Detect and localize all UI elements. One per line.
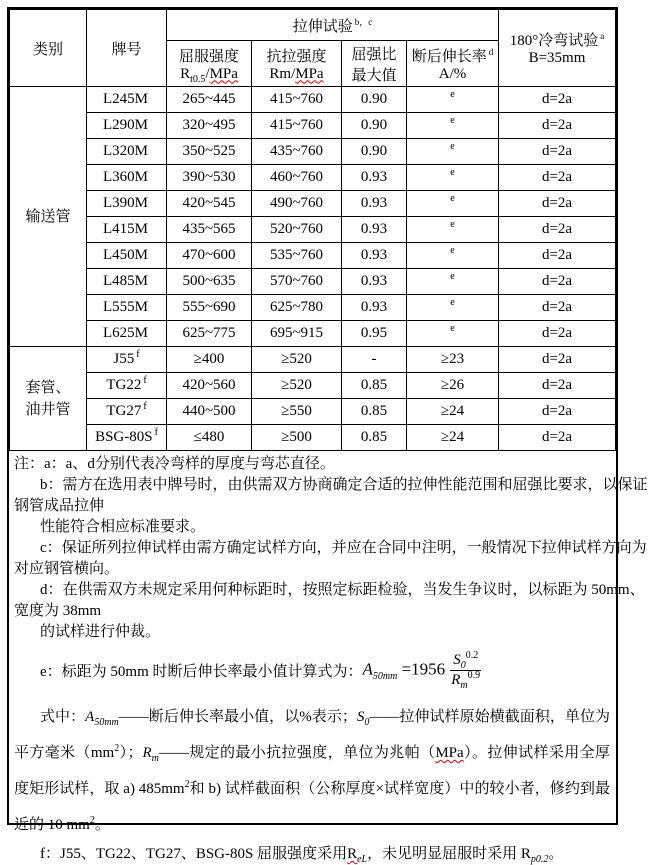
elongation-symbol: A/% bbox=[438, 65, 467, 82]
note-e-formula-line bbox=[14, 645, 610, 695]
elongation-cell bbox=[407, 139, 499, 165]
document-border-box bbox=[7, 7, 648, 865]
rel-symbol: $R_{eL}$ bbox=[347, 846, 368, 865]
tensile-strength-cell: 490~760 bbox=[252, 191, 342, 217]
elongation-cell bbox=[407, 373, 499, 399]
note-d-line1: d：在供需双方未规定采用何种标距时，按照定标距检验，当发生争议时，以标距为 50mm、 bbox=[40, 582, 645, 598]
formula-denominator: $R_m^{0.9}$ bbox=[451, 669, 481, 691]
yield-ratio-cell: 0.85 bbox=[342, 425, 407, 451]
yield-ratio-cell: 0.93 bbox=[342, 165, 407, 191]
note-a: 注：a：a、d分别代表冷弯样的厚度与弯芯直径。 bbox=[14, 456, 335, 472]
tensile-strength-cell: 415~760 bbox=[252, 113, 342, 139]
table-row bbox=[10, 399, 616, 425]
formula-equals: =1956 bbox=[401, 658, 446, 678]
grade-cell bbox=[87, 113, 167, 139]
formula-lhs-subscript: 50mm bbox=[372, 670, 398, 682]
yield-strength-cell: 420~545 bbox=[167, 191, 252, 217]
table-row bbox=[10, 347, 616, 373]
tensile-strength-cell: 535~760 bbox=[252, 243, 342, 269]
header-elongation bbox=[407, 41, 499, 87]
yield-strength-cell: 440~500 bbox=[167, 399, 252, 425]
elongation-note-superscript: e bbox=[450, 271, 455, 282]
yield-strength-cell: ≥400 bbox=[167, 347, 252, 373]
yield-strength-cell: 420~560 bbox=[167, 373, 252, 399]
yield-strength-cell: 350~525 bbox=[167, 139, 252, 165]
tensile-strength-cell: ≥520 bbox=[252, 347, 342, 373]
tensile-strength-label: 抗拉强度 bbox=[266, 48, 327, 65]
bend-test-cell: d=2a bbox=[499, 321, 616, 347]
legend-symbol-S0: S bbox=[356, 709, 365, 725]
elongation-note-superscript: e bbox=[450, 219, 455, 230]
note-b-line2: 钢管成品拉伸 bbox=[14, 498, 105, 514]
legend-symbol-A50mm: A bbox=[85, 709, 95, 725]
tensile-unit: MPa bbox=[295, 65, 324, 82]
table-row bbox=[10, 165, 616, 191]
note-b-line3: 性能符合相应标准要求。 bbox=[40, 519, 206, 535]
tensile-strength-cell: 460~760 bbox=[252, 165, 342, 191]
grade-cell bbox=[87, 321, 167, 347]
elongation-note-superscript: e bbox=[450, 141, 455, 152]
elongation-cell bbox=[407, 321, 499, 347]
yield-strength-cell: 390~530 bbox=[167, 165, 252, 191]
grade-superscript: f bbox=[154, 427, 158, 438]
tensile-strength-cell: 625~780 bbox=[252, 295, 342, 321]
yield-ratio-cell: 0.90 bbox=[342, 139, 407, 165]
elongation-cell bbox=[407, 217, 499, 243]
bend-test-superscript: a bbox=[600, 31, 605, 41]
grade-cell bbox=[87, 217, 167, 243]
grade-superscript: f bbox=[136, 349, 140, 360]
elongation-cell bbox=[407, 269, 499, 295]
elongation-cell bbox=[407, 295, 499, 321]
yield-ratio-cell: 0.93 bbox=[342, 191, 407, 217]
yield-symbol-subscript: t0.5 bbox=[190, 73, 206, 85]
grade-cell bbox=[87, 191, 167, 217]
yield-ratio-cell: 0.93 bbox=[342, 295, 407, 321]
table-row bbox=[10, 191, 616, 217]
note-b-line1: b：需方在选用表中牌号时，由供需双方协商确定合适的拉伸性能范围和屈强比要求，以保证 bbox=[40, 477, 648, 493]
header-row-group bbox=[10, 10, 616, 41]
grade-cell bbox=[87, 87, 167, 113]
tensile-strength-cell: 695~915 bbox=[252, 321, 342, 347]
header-tensile-test-group bbox=[167, 10, 499, 41]
elongation-note-superscript: e bbox=[450, 89, 455, 100]
elongation-note-superscript: e bbox=[450, 297, 455, 308]
yield-ratio-cell: 0.93 bbox=[342, 269, 407, 295]
grade-label: L555M bbox=[103, 299, 148, 315]
category-cell-casing-oil-well-pipe bbox=[10, 347, 87, 451]
yield-strength-symbol bbox=[180, 65, 238, 85]
bend-test-cell: d=2a bbox=[499, 87, 616, 113]
grade-superscript: f bbox=[143, 401, 147, 412]
formula-numerator: $S_0^{0.2}$ bbox=[450, 652, 481, 671]
bend-test-cell: d=2a bbox=[499, 295, 616, 321]
table-row bbox=[10, 373, 616, 399]
category-label-line2: 油井管 bbox=[25, 401, 71, 418]
bend-test-cell: d=2a bbox=[499, 217, 616, 243]
grade-label: L360M bbox=[103, 169, 148, 185]
grade-cell bbox=[87, 165, 167, 191]
bend-test-cell: d=2a bbox=[499, 373, 616, 399]
yield-ratio-cell: 0.93 bbox=[342, 243, 407, 269]
bend-test-cell: d=2a bbox=[499, 139, 616, 165]
elongation-cell bbox=[407, 113, 499, 139]
header-grade: 牌号 bbox=[87, 10, 167, 87]
header-yield-ratio bbox=[342, 41, 407, 87]
formula-legend-paragraph: 式中：$A_{50mm}——$断后伸长率最小值，以%表示；$S_0——$拉伸试样原始横截面积，单位为平方毫米$(mm^2)$；$R_m——$规定的最小抗拉强度，单位为兆帕（MPa）。拉伸试样采用全厚度矩形试样，取 a) $485mm^2$和 b) 试样截面积（公称厚度×试样宽度）中的较小者，修约到最近的 10 $mm^2$。 bbox=[14, 709, 610, 833]
elongation-note-superscript: e bbox=[450, 323, 455, 334]
tensile-strength-cell: 570~760 bbox=[252, 269, 342, 295]
yield-ratio-cell: 0.85 bbox=[342, 399, 407, 425]
bend-test-cell: d=2a bbox=[499, 425, 616, 451]
note-c-line1: c：保证所列拉伸试样由需方确定试样方向，并应在合同中注明，一般情况下拉伸试样方向为 bbox=[40, 540, 647, 556]
yield-strength-cell: 555~690 bbox=[167, 295, 252, 321]
rp02-symbol: $R_{p0.2}$ bbox=[520, 846, 549, 865]
grade-cell bbox=[87, 243, 167, 269]
tensile-symbol-base: Rm bbox=[269, 65, 292, 82]
elongation-formula bbox=[362, 649, 482, 691]
grade-cell bbox=[87, 373, 167, 399]
grade-cell bbox=[87, 295, 167, 321]
bend-test-cell: d=2a bbox=[499, 191, 616, 217]
table-row bbox=[10, 139, 616, 165]
grade-label: L415M bbox=[103, 221, 148, 237]
elongation-note-superscript: e bbox=[450, 193, 455, 204]
grade-cell bbox=[87, 347, 167, 373]
yield-ratio-cell: 0.93 bbox=[342, 217, 407, 243]
grade-label: TG22 bbox=[106, 377, 142, 393]
elongation-value: ≥24 bbox=[440, 403, 465, 419]
elongation-value: ≥26 bbox=[440, 377, 465, 393]
grade-label: TG27 bbox=[106, 403, 142, 419]
bend-test-condition: B=35mm bbox=[528, 50, 586, 66]
tensile-strength-symbol bbox=[269, 66, 323, 82]
table-row bbox=[10, 321, 616, 347]
tensile-symbol-slash: / bbox=[291, 65, 296, 82]
grade-label: BSG-80S bbox=[95, 429, 153, 445]
note-e-prefix: e：标距为 50mm 时断后伸长率最小值计算式为： bbox=[40, 663, 363, 680]
bend-test-cell: d=2a bbox=[499, 269, 616, 295]
elongation-cell bbox=[407, 399, 499, 425]
category-label-line1: 套管、 bbox=[25, 379, 71, 396]
yield-ratio-cell: 0.90 bbox=[342, 113, 407, 139]
grade-label: L450M bbox=[103, 247, 148, 263]
elongation-cell bbox=[407, 87, 499, 113]
tensile-strength-cell: ≥520 bbox=[252, 373, 342, 399]
bend-test-cell: d=2a bbox=[499, 165, 616, 191]
header-yield-strength bbox=[167, 41, 252, 87]
elongation-cell bbox=[407, 191, 499, 217]
formula-lhs: A bbox=[362, 658, 373, 678]
bend-test-cell: d=2a bbox=[499, 243, 616, 269]
elongation-cell bbox=[407, 347, 499, 373]
grade-label: L625M bbox=[103, 325, 148, 341]
category-cell-transport-pipe bbox=[10, 87, 87, 347]
yield-strength-cell: 435~565 bbox=[167, 217, 252, 243]
grade-cell bbox=[87, 425, 167, 451]
table-row bbox=[10, 295, 616, 321]
header-tensile-strength bbox=[252, 41, 342, 87]
table-row bbox=[10, 243, 616, 269]
note-d-line2: 宽度为 38mm bbox=[14, 603, 102, 619]
elongation-cell bbox=[407, 425, 499, 451]
grade-label: L245M bbox=[103, 91, 148, 107]
tensile-strength-cell: 415~760 bbox=[252, 87, 342, 113]
yield-strength-cell: ≤480 bbox=[167, 425, 252, 451]
elongation-note-superscript: e bbox=[450, 167, 455, 178]
bend-test-label: 180°冷弯试验 bbox=[509, 33, 599, 49]
elongation-superscript: d bbox=[488, 46, 494, 57]
yield-ratio-cell: 0.85 bbox=[342, 373, 407, 399]
header-bend-test bbox=[499, 10, 616, 87]
elongation-cell bbox=[407, 165, 499, 191]
yield-strength-cell: 470~600 bbox=[167, 243, 252, 269]
grade-cell bbox=[87, 269, 167, 295]
tensile-strength-cell: 435~760 bbox=[252, 139, 342, 165]
yield-strength-label: 屈服强度 bbox=[178, 48, 239, 65]
category-label: 输送管 bbox=[25, 208, 71, 225]
elongation-note-superscript: e bbox=[450, 245, 455, 256]
grade-label: L290M bbox=[103, 117, 148, 133]
bend-test-cell: d=2a bbox=[499, 399, 616, 425]
tensile-group-label: 拉伸试验 bbox=[292, 18, 353, 35]
tensile-strength-cell: ≥550 bbox=[252, 399, 342, 425]
yield-strength-cell: 265~445 bbox=[167, 87, 252, 113]
note-c-line2: 对应钢管横向。 bbox=[14, 561, 120, 577]
bend-test-cell: d=2a bbox=[499, 347, 616, 373]
bend-test-cell: d=2a bbox=[499, 113, 616, 139]
legend-mpa-unit: MPa bbox=[435, 745, 464, 761]
yield-ratio-cell: 0.95 bbox=[342, 321, 407, 347]
tensile-test-table bbox=[9, 9, 616, 451]
yield-strength-cell: 320~495 bbox=[167, 113, 252, 139]
table-row bbox=[10, 269, 616, 295]
yield-ratio-cell: - bbox=[342, 347, 407, 373]
note-f: f：J55、TG22、TG27、BSG-80S 屈服强度采用$R_{eL}$，未见明显屈服时采用 $R_{p0.2}$。 bbox=[40, 846, 564, 865]
yield-ratio-cell: 0.90 bbox=[342, 87, 407, 113]
table-row bbox=[10, 425, 616, 451]
yield-symbol-slash: / bbox=[205, 65, 210, 82]
grade-label: L390M bbox=[103, 195, 148, 211]
tensile-group-superscript: b，c bbox=[354, 16, 373, 27]
yield-symbol-base: R bbox=[180, 65, 191, 82]
grade-label: L320M bbox=[103, 143, 148, 159]
grade-label: L485M bbox=[103, 273, 148, 289]
formula-fraction bbox=[450, 649, 481, 691]
grade-label: J55 bbox=[113, 351, 135, 367]
tensile-strength-cell: 520~760 bbox=[252, 217, 342, 243]
elongation-cell bbox=[407, 243, 499, 269]
notes-section bbox=[9, 451, 648, 865]
elongation-note-superscript: e bbox=[450, 115, 455, 126]
yield-strength-cell: 625~775 bbox=[167, 321, 252, 347]
yield-unit: MPa bbox=[209, 65, 238, 82]
tensile-strength-cell: ≥500 bbox=[252, 425, 342, 451]
legend-symbol-Rm: R bbox=[142, 745, 152, 761]
elongation-value: ≥23 bbox=[440, 351, 465, 367]
table-row bbox=[10, 87, 616, 113]
table-row bbox=[10, 113, 616, 139]
table-row bbox=[10, 217, 616, 243]
grade-superscript: f bbox=[143, 375, 147, 386]
yield-ratio-label-1: 屈强比 bbox=[351, 46, 397, 63]
header-category: 类别 bbox=[10, 10, 87, 87]
grade-cell bbox=[87, 399, 167, 425]
elongation-label: 断后伸长率 bbox=[411, 48, 487, 65]
elongation-value: ≥24 bbox=[440, 429, 465, 445]
yield-strength-cell: 500~635 bbox=[167, 269, 252, 295]
note-d-line3: 的试样进行仲裁。 bbox=[40, 624, 161, 640]
grade-cell bbox=[87, 139, 167, 165]
yield-ratio-label-2: 最大值 bbox=[351, 67, 397, 84]
